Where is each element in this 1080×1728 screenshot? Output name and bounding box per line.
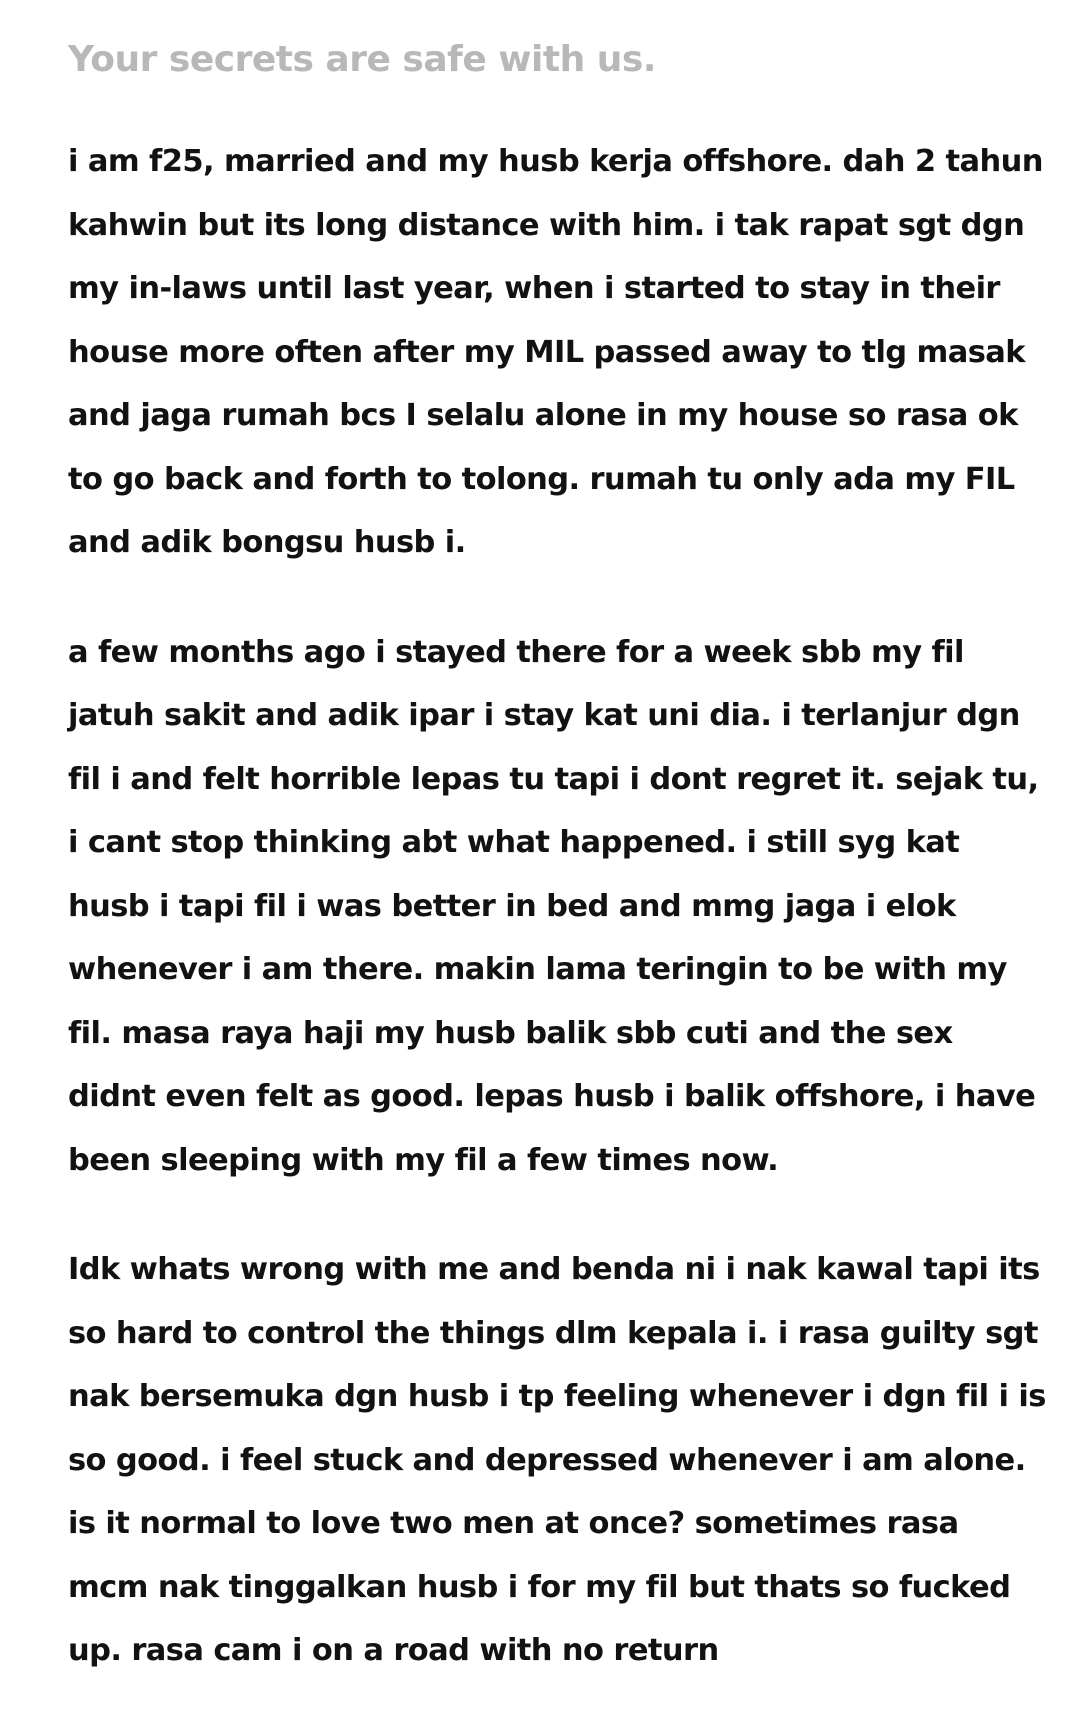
text-line: husb i tapi fil i was better in bed and mmg jaga i elok [68, 888, 956, 924]
text-line: fil. masa raya haji my husb balik sbb cuti and the sex [68, 1015, 953, 1051]
text-line: i am f25, married and my husb kerja offshore. dah 2 tahun [68, 144, 1043, 179]
text-line: a few months ago i stayed there for a week sbb my fil [68, 634, 964, 670]
text-line: fil i and felt horrible lepas tu tapi i dont regret it. sejak tu, [68, 761, 1039, 797]
text-line: didnt even felt as good. lepas husb i balik offshore, i have [68, 1079, 1036, 1114]
text-line: is it normal to love two men at once? sometimes rasa [68, 1506, 959, 1541]
confession-body [68, 130, 1046, 1683]
text-line: Idk whats wrong with me and benda ni i nak kawal tapi its [68, 1252, 1040, 1287]
confession-paragraph-2 [68, 621, 1039, 1193]
page-tagline: Your secrets are safe with us. [68, 39, 656, 80]
text-line: jatuh sakit and adik ipar i stay kat uni dia. i terlanjur dgn [68, 698, 1020, 733]
text-line: my in-laws until last year, when i started to stay in their [68, 271, 1000, 306]
text-line: house more often after my MIL passed away to tlg masak [68, 334, 1025, 370]
text-line: mcm nak tinggalkan husb i for my fil but thats so fucked [68, 1569, 1011, 1605]
text-line: and adik bongsu husb i. [68, 525, 466, 560]
confession-paragraph-1 [68, 130, 1043, 575]
text-line: so good. i feel stuck and depressed whenever i am alone. [68, 1442, 1026, 1478]
text-line: been sleeping with my fil a few times now. [68, 1142, 779, 1178]
text-line: so hard to control the things dlm kepala i. i rasa guilty sgt [68, 1315, 1038, 1351]
confession-paragraph-3 [68, 1238, 1046, 1683]
text-line: to go back and forth to tolong. rumah tu only ada my FIL [68, 461, 1015, 497]
text-line: and jaga rumah bcs I selalu alone in my house so rasa ok [68, 398, 1018, 433]
text-line: whenever i am there. makin lama teringin to be with my [68, 952, 1007, 987]
text-line: up. rasa cam i on a road with no return [68, 1633, 719, 1668]
text-line: i cant stop thinking abt what happened. i still syg kat [68, 825, 960, 860]
text-line: kahwin but its long distance with him. i tak rapat sgt dgn [68, 207, 1025, 243]
text-line: nak bersemuka dgn husb i tp feeling whenever i dgn fil i is [68, 1379, 1046, 1414]
